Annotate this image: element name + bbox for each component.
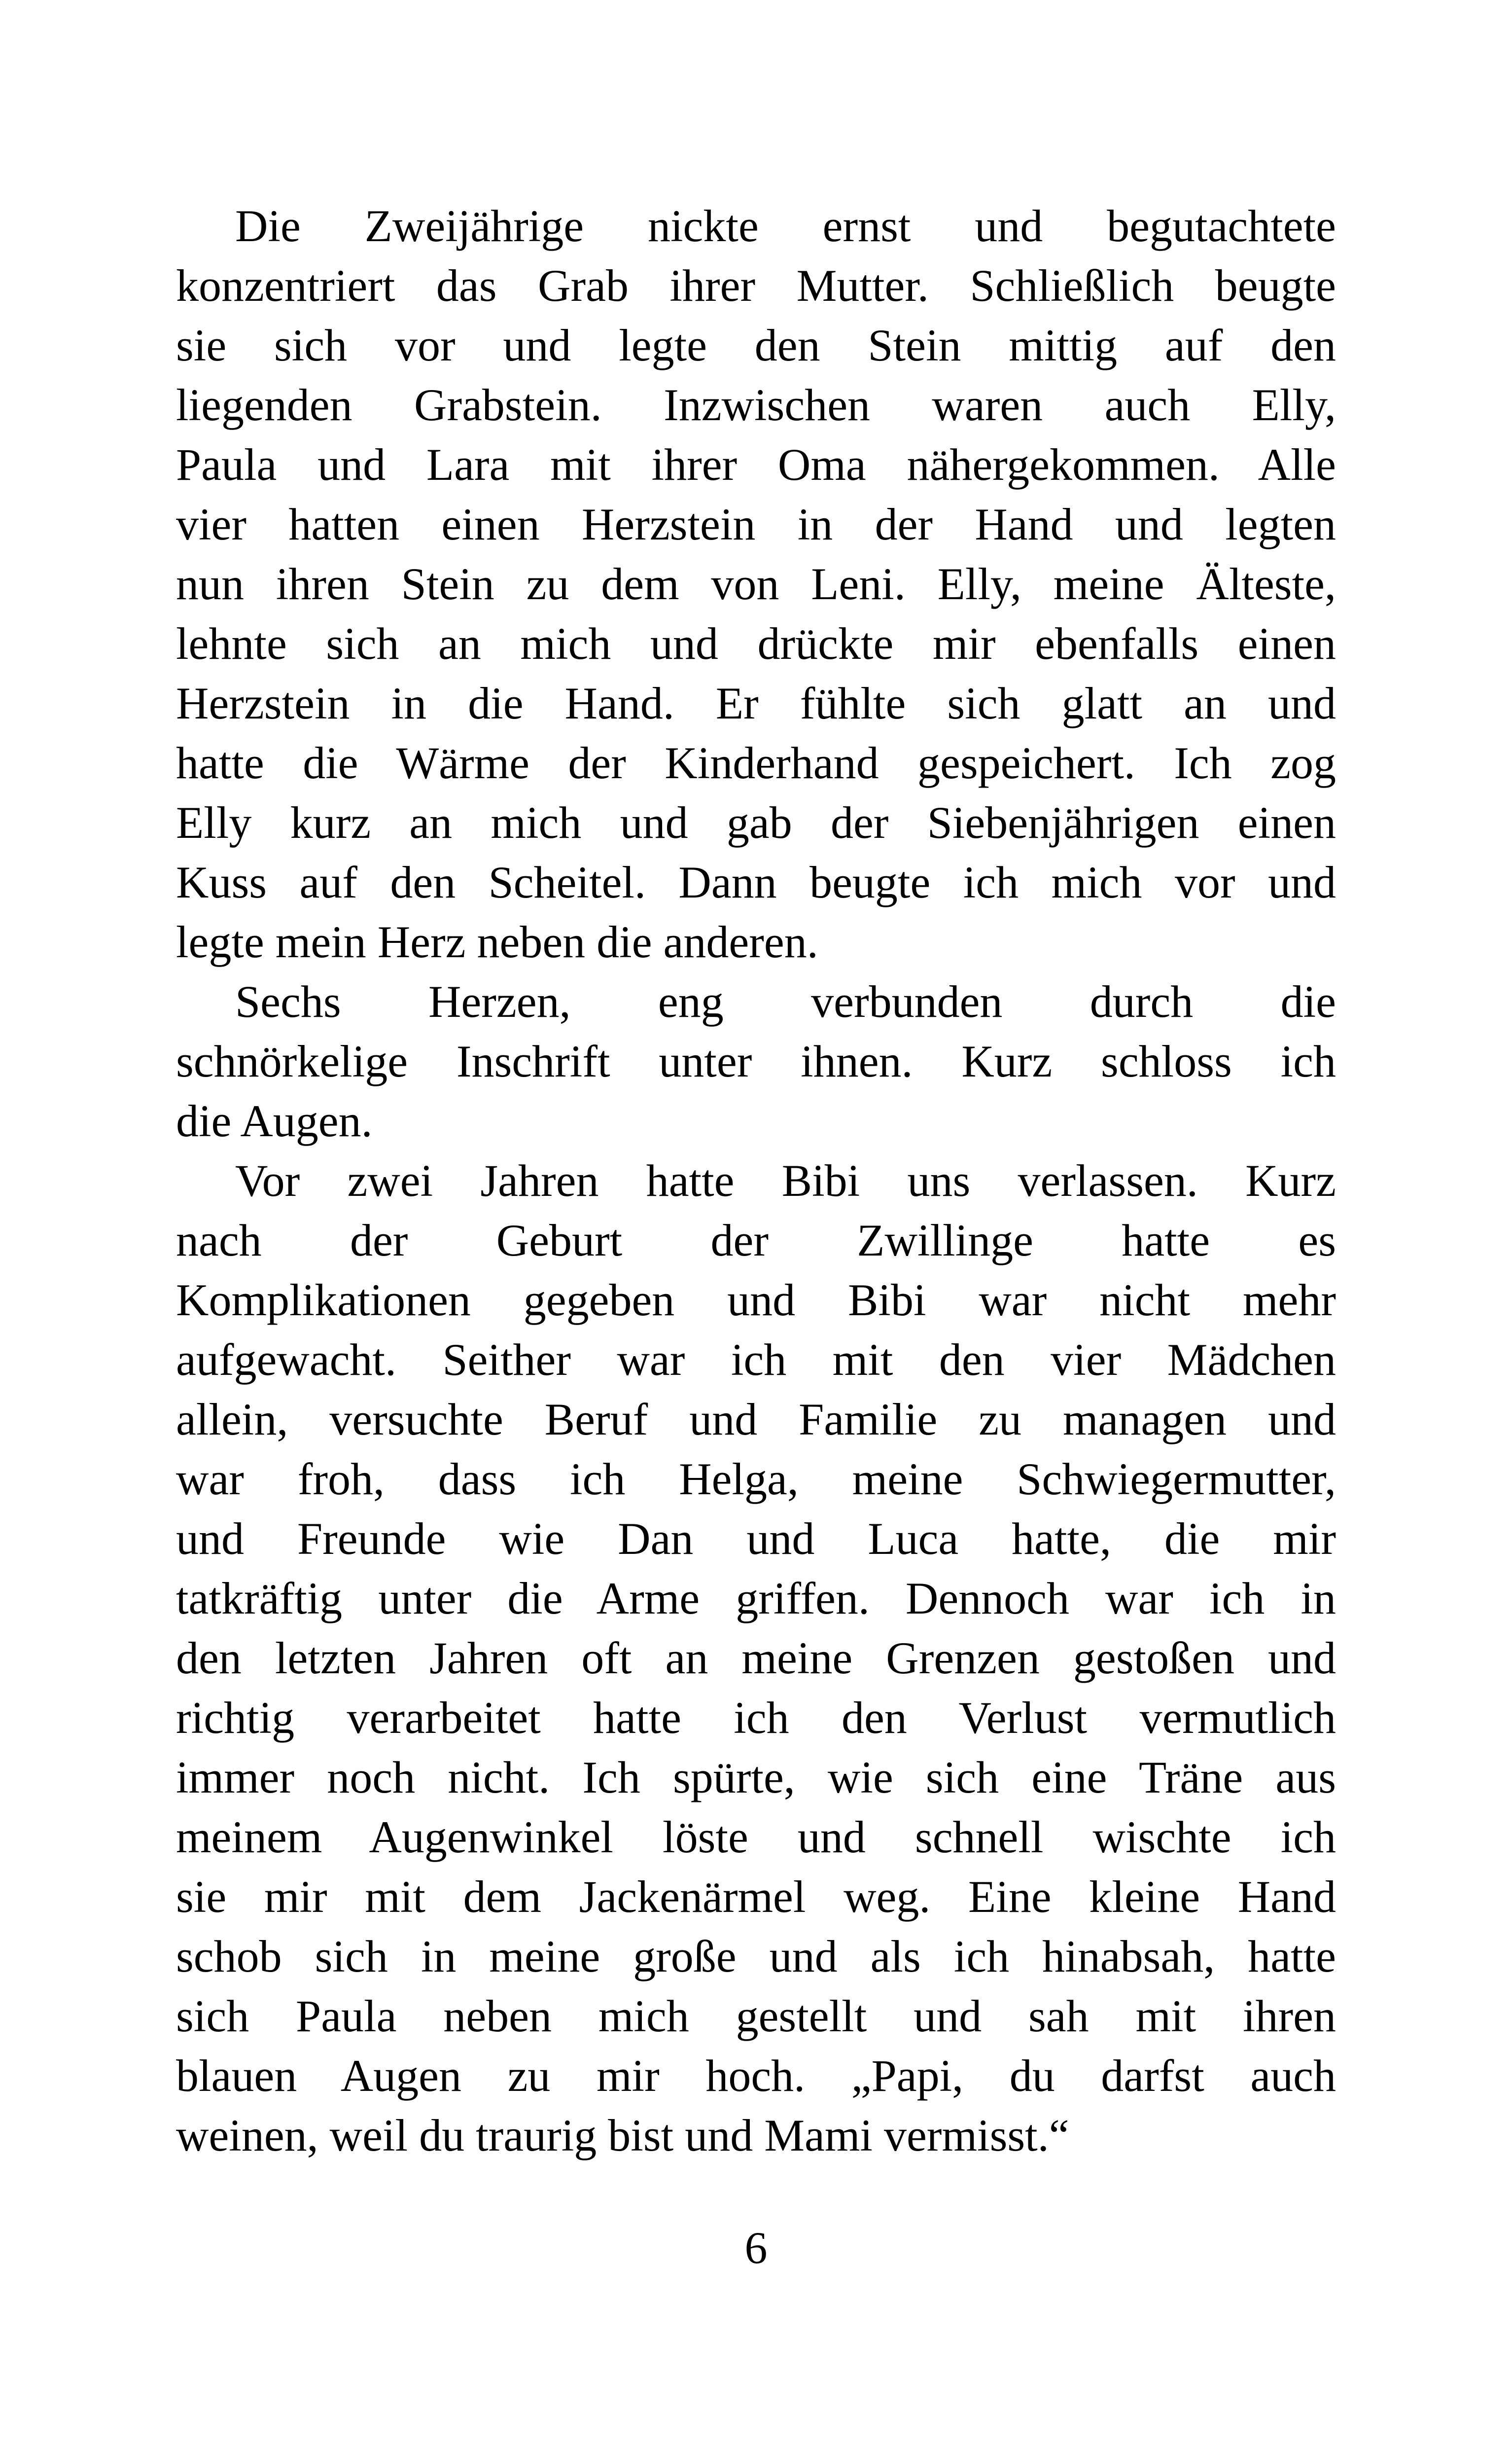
text-line: sich Paula neben mich gestellt und sah mit ihren — [176, 1991, 1336, 2041]
text-line: weinen, weil du traurig bist und Mami vermisst.“ — [176, 2110, 1069, 2160]
text-line: Vor zwei Jahren hatte Bibi uns verlassen. Kurz — [235, 1155, 1336, 1206]
text-line: Kuss auf den Scheitel. Dann beugte ich mich vor und — [176, 857, 1336, 907]
text-line: war froh, dass ich Helga, meine Schwiegermutter, — [176, 1454, 1336, 1504]
text-line: sie mir mit dem Jackenärmel weg. Eine kleine Hand — [176, 1871, 1336, 1922]
text-line: Komplikationen gegeben und Bibi war nicht mehr — [176, 1275, 1336, 1325]
text-line: liegenden Grabstein. Inzwischen waren auch Elly, — [176, 380, 1336, 430]
text-line: aufgewacht. Seither war ich mit den vier Mädchen — [176, 1334, 1336, 1385]
text-line: die Augen. — [176, 1096, 373, 1146]
text-line: Herzstein in die Hand. Er fühlte sich glatt an und — [176, 678, 1336, 728]
text-line: nach der Geburt der Zwillinge hatte es — [176, 1215, 1336, 1265]
text-line: Elly kurz an mich und gab der Siebenjährigen einen — [176, 797, 1336, 848]
text-line: immer noch nicht. Ich spürte, wie sich eine Träne aus — [176, 1752, 1336, 1802]
text-line: hatte die Wärme der Kinderhand gespeichert. Ich zog — [176, 738, 1336, 788]
text-line: sie sich vor und legte den Stein mittig auf den — [176, 320, 1336, 370]
text-line: lehnte sich an mich und drückte mir ebenfalls einen — [176, 618, 1336, 669]
text-line: schnörkelige Inschrift unter ihnen. Kurz schloss ich — [176, 1036, 1336, 1086]
text-line: konzentriert das Grab ihrer Mutter. Schließlich beugte — [176, 260, 1336, 311]
body-text — [176, 196, 1336, 2165]
text-line: und Freunde wie Dan und Luca hatte, die mir — [176, 1513, 1336, 1564]
text-line: den letzten Jahren oft an meine Grenzen gestoßen und — [176, 1633, 1336, 1683]
text-line: richtig verarbeitet hatte ich den Verlust vermutlich — [176, 1692, 1336, 1743]
text-line: Sechs Herzen, eng verbunden durch die — [235, 976, 1336, 1027]
text-line: Paula und Lara mit ihrer Oma nähergekommen. Alle — [176, 439, 1336, 490]
text-line: meinem Augenwinkel löste und schnell wischte ich — [176, 1812, 1336, 1862]
text-line: nun ihren Stein zu dem von Leni. Elly, meine Älteste, — [176, 559, 1336, 609]
text-line: legte mein Herz neben die anderen. — [176, 917, 818, 967]
text-line: Die Zweijährige nickte ernst und begutachtete — [235, 201, 1336, 251]
text-line: vier hatten einen Herzstein in der Hand und legten — [176, 499, 1336, 549]
page-number: 6 — [744, 2223, 768, 2273]
text-line: schob sich in meine große und als ich hinabsah, hatte — [176, 1931, 1336, 1981]
text-line: allein, versuchte Beruf und Familie zu managen und — [176, 1394, 1336, 1444]
text-line: blauen Augen zu mir hoch. „Papi, du darfst auch — [176, 2050, 1336, 2101]
text-line: tatkräftig unter die Arme griffen. Dennoch war ich in — [176, 1573, 1336, 1623]
